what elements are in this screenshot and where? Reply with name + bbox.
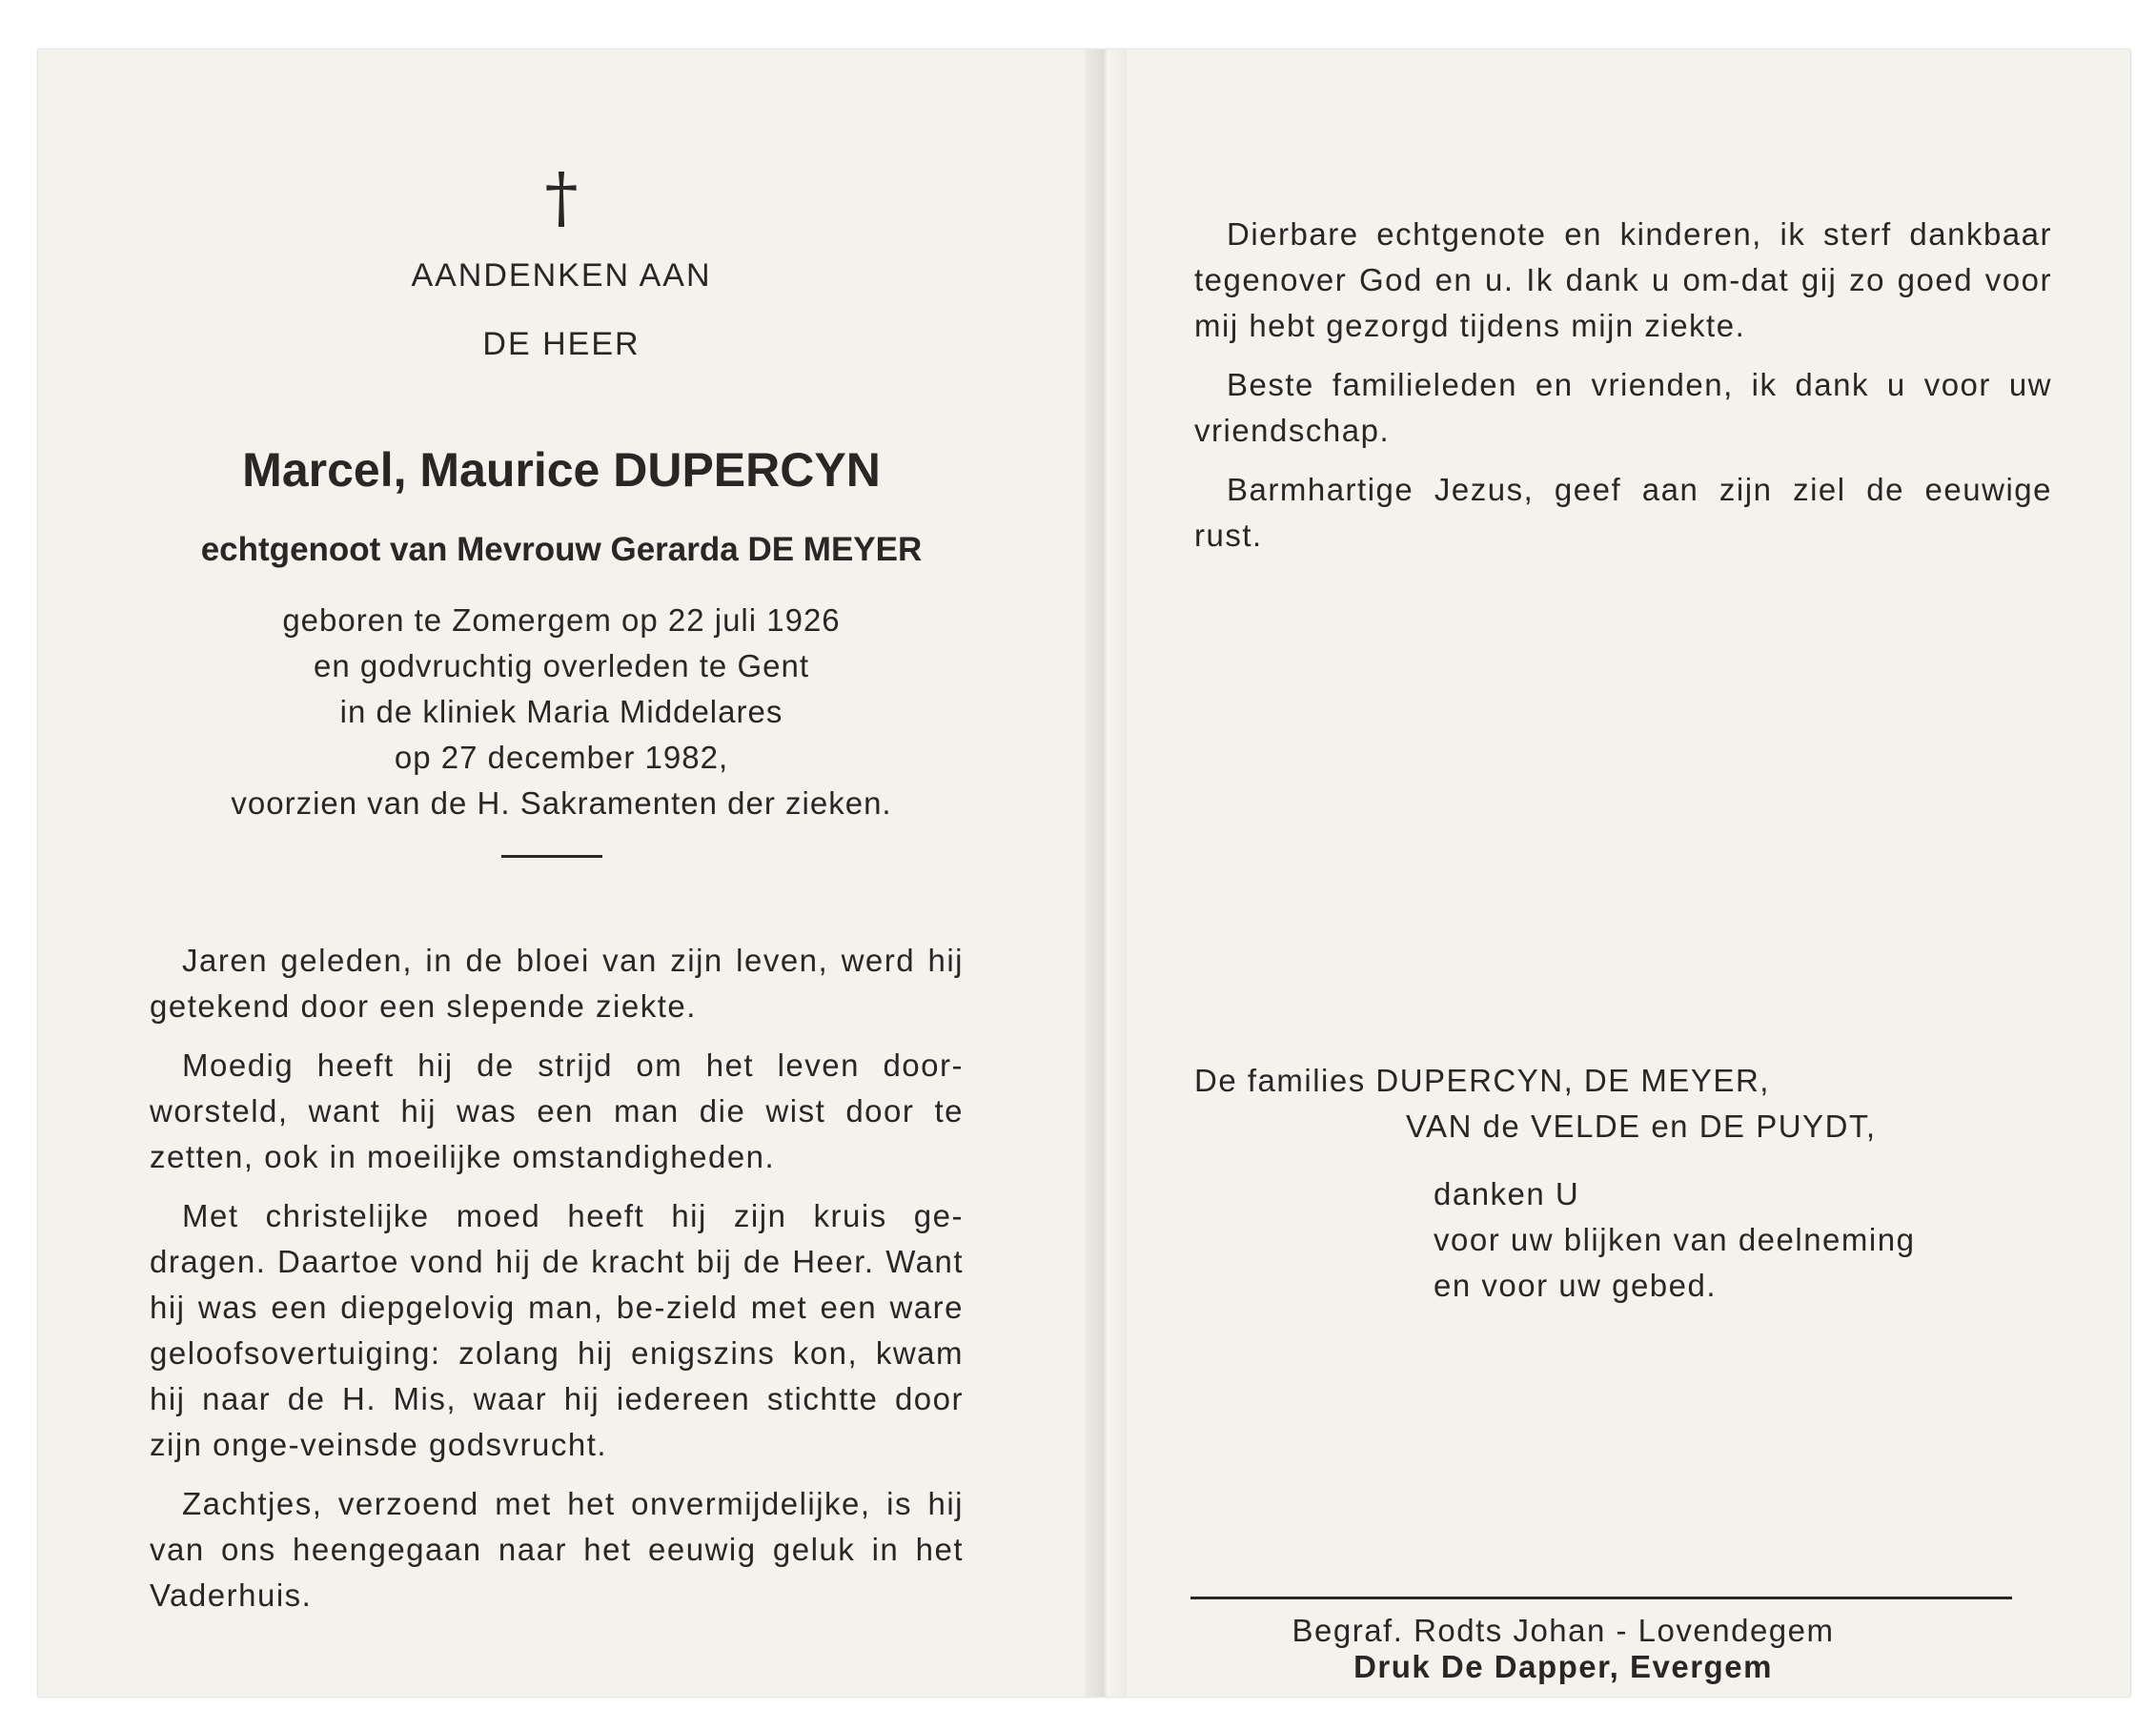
heading-remembrance: AANDENKEN AAN (411, 257, 712, 294)
right-text-body (1194, 212, 2052, 572)
cross-icon: † (544, 158, 579, 236)
thanks-block (1434, 1171, 1915, 1309)
thanks-line: danken U (1434, 1176, 1580, 1211)
spouse-line: echtgenoot van Mevrouw Gerarda DE MEYER (200, 531, 923, 568)
bio-line: voorzien van de H. Sakramenten der zieken. (231, 785, 892, 821)
families-line: De families DUPERCYN, DE MEYER, (1194, 1063, 1770, 1098)
paragraph: Jaren geleden, in de bloei van zijn leven, werd hij getekend door een slepende ziekte. (150, 943, 964, 1024)
bio-line: op 27 december 1982, (394, 740, 729, 775)
paragraph: Moedig heeft hij de strijd om het leven door-worsteld, want hij was een man die wist door te zetten, ook in moeilijke omstandigheden. (150, 1048, 964, 1174)
paragraph: Met christelijke moed heeft hij zijn kruis ge-dragen. Daartoe vond hij de kracht bij de Heer. Want hij was een diepgelovig man, be-zield met een ware geloofsovertuiging: zolang hij enigszins kon, kwam hij naar de H. Mis, waar hij iedereen stichtte door zijn onge-veinsde godsvrucht. (150, 1198, 964, 1462)
families-block (1194, 1058, 1877, 1150)
paragraph: Beste familieleden en vrienden, ik dank u voor uw vriendschap. (1194, 367, 2052, 448)
thanks-line: en voor uw gebed. (1434, 1268, 1718, 1303)
card-fold (1085, 50, 1127, 1697)
paragraph: Dierbare echtgenote en kinderen, ik sterf dankbaar tegenover God en u. Ik dank u om-dat gij zo goed voor mij hebt gezorgd tijdens mijn ziekte. (1194, 216, 2052, 343)
biography (38, 598, 1085, 826)
bio-line: in de kliniek Maria Middelares (339, 694, 783, 729)
printer-line: Begraf. Rodts Johan - Lovendegem (1292, 1613, 1835, 1648)
left-text-body (150, 938, 964, 1632)
printer-divider (1190, 1597, 2012, 1599)
paragraph: Barmhartige Jezus, geef aan zijn ziel de eeuwige rust. (1194, 472, 2052, 553)
families-line: VAN de VELDE en DE PUYDT, (1406, 1109, 1877, 1144)
thanks-line: voor uw blijken van deelneming (1434, 1222, 1916, 1257)
divider (501, 855, 602, 858)
paragraph: Zachtjes, verzoend met het onvermijdelijke, is hij van ons heengegaan naar het eeuwig geluk in het Vaderhuis. (150, 1486, 964, 1613)
bio-line: geboren te Zomergem op 22 juli 1926 (282, 602, 841, 638)
heading-title: DE HEER (482, 326, 641, 362)
bio-line: en godvruchtig overleden te Gent (314, 648, 809, 683)
deceased-name: Marcel, Maurice DUPERCYN (242, 443, 881, 497)
memorial-card (38, 50, 2130, 1697)
printer-line: Druk De Dapper, Evergem (1353, 1649, 1773, 1684)
